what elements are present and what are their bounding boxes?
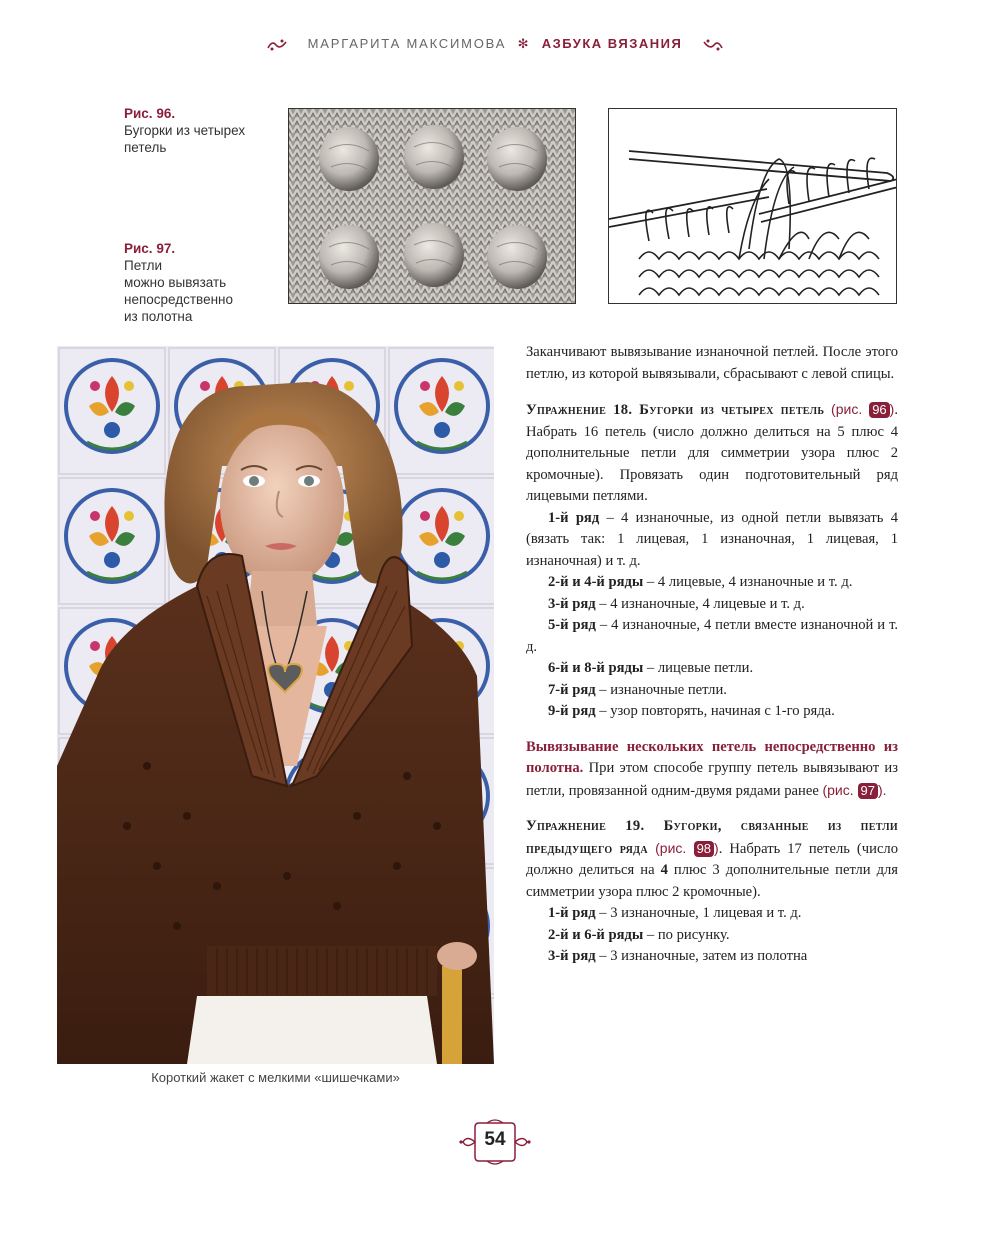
- fig96-reference[interactable]: [831, 401, 894, 417]
- fig98-ref-post: ): [714, 839, 719, 856]
- row-text: – 4 изнаночные, 4 петли вместе изнаночной и т. д.: [526, 617, 898, 655]
- header-separator: ✻: [517, 36, 531, 51]
- fig97-number: Рис. 97.: [124, 241, 176, 256]
- row-instruction: [526, 572, 898, 594]
- row-label: 1-й ряд: [548, 509, 600, 526]
- fig98-ref-pre: (рис.: [647, 839, 694, 856]
- exercise-18: [526, 399, 898, 508]
- fig97-ref-post: ).: [877, 781, 887, 798]
- method-body: При этом способе группу петель вывязывают из петли, провязанной одним-двумя рядами ранее: [526, 760, 898, 799]
- page-number: 54: [484, 1129, 506, 1150]
- fig96-caption: [124, 105, 284, 156]
- row-text: – 3 изнаночные, 1 лицевая и т. д.: [595, 905, 802, 921]
- row-text: – лицевые петли.: [643, 660, 754, 676]
- header-author: МАРГАРИТА МАКСИМОВА: [307, 36, 507, 51]
- row-label: 1-й ряд: [548, 905, 596, 921]
- row-instruction: [526, 594, 898, 616]
- fig97-caption-line2: можно вывязать: [124, 275, 227, 290]
- row-label: 9-й ряд: [548, 703, 596, 719]
- row-label: 7-й ряд: [548, 681, 596, 698]
- fig96-ref-pre: (рис.: [831, 401, 870, 417]
- fig96-knit-photo: [288, 108, 576, 304]
- body-text-column: [526, 342, 898, 968]
- fig97-ref-pre: (рис.: [822, 781, 858, 798]
- row-text: – 4 изнаночные, из одной петли вывязать 4 (вязать так: 1 лицевая, 1 изнаночная, 1 лицевая, 1 изнаночная) и т. д.: [526, 509, 898, 569]
- row-text: – по рисунку.: [643, 926, 730, 943]
- row-instruction: [526, 680, 898, 702]
- exercise-19-body-bold: 4: [660, 862, 668, 878]
- fig96-caption-line2: петель: [124, 140, 167, 155]
- photo-woman-jacket-icon: [57, 346, 494, 1064]
- row-text: – 4 лицевые, 4 изнаночные и т. д.: [643, 574, 853, 590]
- fig96-number: Рис. 96.: [124, 106, 176, 121]
- row-instruction: [526, 508, 898, 573]
- fig97-caption: [124, 240, 284, 325]
- fig98-reference[interactable]: [648, 840, 719, 856]
- row-label: 6-й и 8-й ряды: [548, 660, 644, 676]
- fig97-ref-badge: 97: [858, 783, 878, 799]
- row-text: – 3 изнаночные, затем из полотна: [595, 948, 808, 964]
- exercise-19-body-b: плюс 3 дополнительные петли для симметрии узора плюс 2 кромочные).: [526, 862, 898, 900]
- row-label: 3-й ряд: [548, 948, 596, 964]
- paragraph-method: [526, 737, 898, 803]
- row-text: – 4 изнаночные, 4 лицевые и т. д.: [595, 595, 805, 612]
- paragraph-intro: Заканчивают вывязывание изнаночной петлей. После этого петлю, из которой вывязывали, сбрасывают с левой спицы.: [526, 344, 898, 382]
- jacket-photo: [57, 346, 494, 1064]
- exercise-19-body-a: . Набрать 17 петель (число должно делиться на: [526, 840, 899, 878]
- method-heading: Вывязывание нескольких петель непосредственно из полотна.: [526, 738, 898, 776]
- header-book-title: АЗБУКА ВЯЗАНИЯ: [541, 36, 683, 51]
- crochet-hook-icon: [609, 109, 897, 304]
- row-instruction: [526, 615, 898, 658]
- row-instruction: [526, 946, 898, 968]
- fig97-reference[interactable]: [822, 782, 886, 798]
- page-number-frame: [459, 1117, 531, 1167]
- fig96-ref-badge: 96: [869, 402, 889, 418]
- exercise-18-body: . Набрать 16 петель (число должно делиться на 5 плюс 4 дополнительные петли для симметрии узора плюс 2 кромочные). Провязать один подготовительный ряд лицевыми петлями.: [526, 402, 898, 504]
- ornament-left-icon: [266, 38, 288, 52]
- exercise-19-heading: Упражнение 19. Бугорки, связанные из петли предыдущего ряда: [526, 818, 898, 857]
- row-instruction: [526, 903, 898, 925]
- row-label: 2-й и 6-й ряды: [548, 926, 644, 943]
- row-text: – изнаночные петли.: [595, 681, 727, 698]
- fig97-illustration: [608, 108, 897, 304]
- ornament-right-icon: [702, 38, 724, 52]
- fig97-caption-line4: из полотна: [124, 309, 193, 324]
- exercise-19: [526, 816, 898, 903]
- photo-caption: Короткий жакет с мелкими «шишечками»: [151, 1070, 400, 1085]
- row-instruction: [526, 701, 898, 723]
- knit-bobble-icon: [289, 109, 576, 304]
- row-instruction: [526, 925, 898, 947]
- fig96-caption-line1: Бугорки из четырех: [124, 123, 246, 138]
- row-label: 2-й и 4-й ряды: [548, 574, 644, 590]
- fig96-ref-post: ): [889, 401, 895, 417]
- row-text: – узор повторять, начиная с 1-го ряда.: [595, 703, 835, 719]
- exercise-18-heading: Упражнение 18. Бугорки из четырех петель: [526, 402, 825, 418]
- row-instruction: [526, 658, 898, 680]
- fig97-caption-line1: Петли: [124, 258, 163, 273]
- fig98-ref-badge: 98: [694, 841, 714, 857]
- row-label: 3-й ряд: [548, 595, 596, 612]
- row-label: 5-й ряд: [548, 617, 596, 633]
- fig97-caption-line3: непосредственно: [124, 292, 234, 307]
- running-header: [0, 36, 990, 58]
